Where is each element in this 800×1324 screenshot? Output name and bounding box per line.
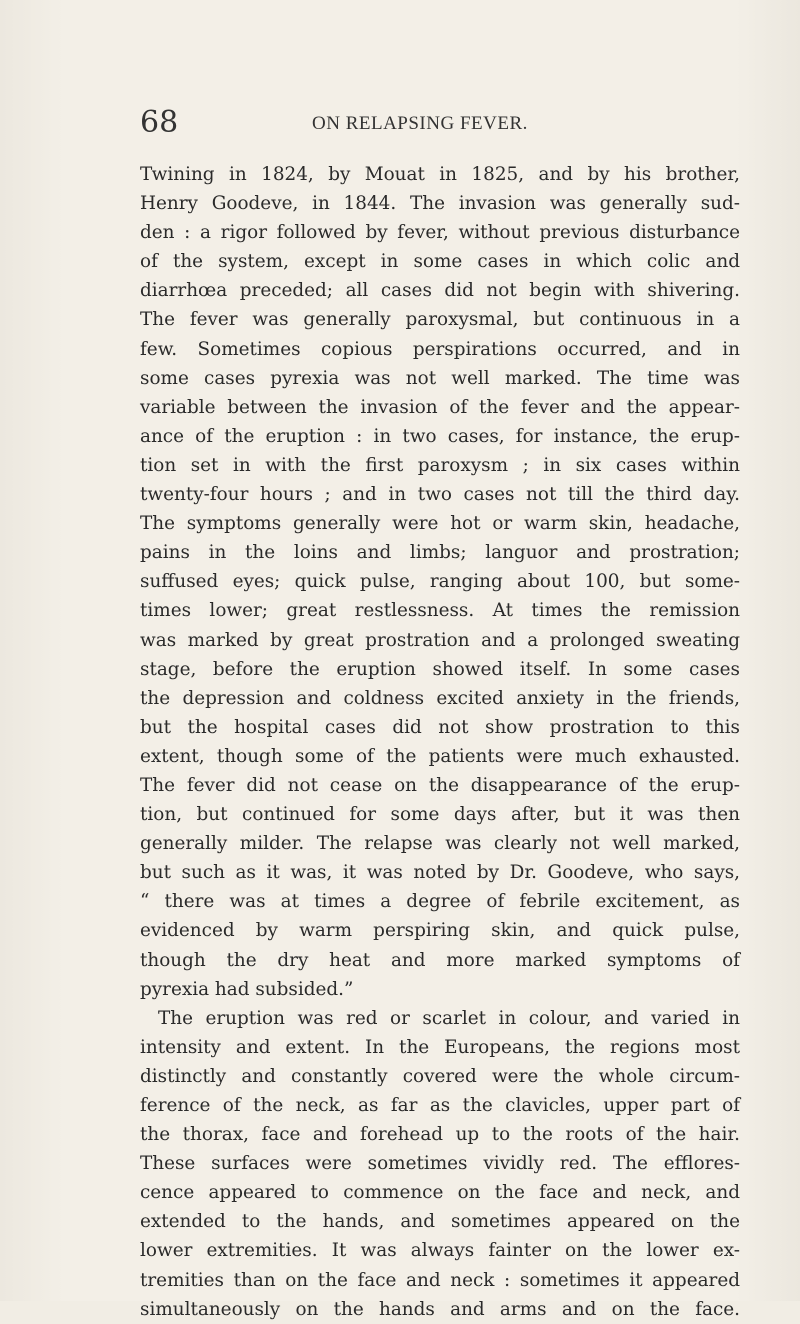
text-line: extended to the hands, and sometimes appeared on the [140,1211,740,1233]
running-title: ON RELAPSING FEVER. [312,113,528,134]
text-line: The symptoms generally were hot or warm skin, headache, [140,513,740,535]
text-line: The fever did not cease on the disappearance of the erup- [140,774,740,796]
text-line: Twining in 1824, by Mouat in 1825, and by his brother, [140,164,740,185]
page-number: 68 [140,105,179,140]
text-line: times lower; great restlessness. At times the remission [140,600,740,622]
text-line: some cases pyrexia was not well marked. The time was [140,367,740,389]
text-line: the thorax, face and forehead up to the roots of the hair. [140,1124,740,1146]
text-line: ance of the eruption : in two cases, for instance, the erup- [140,425,740,447]
text-line: “ there was at times a degree of febrile excitement, as [140,891,740,913]
text-line: of the system, except in some cases in which colic and [140,251,740,273]
text-line: ference of the neck, as far as the clavicles, upper part of [140,1095,740,1116]
text-line: The eruption was red or scarlet in colour, and varied in [158,1007,740,1029]
text-line: diarrhœa preceded; all cases did not begin with shivering. [140,280,740,302]
text-line: cence appeared to commence on the face and neck, and [140,1182,740,1204]
text-line: was marked by great prostration and a prolonged sweating [140,629,740,651]
text-line: den : a rigor followed by fever, without previous disturbance [140,222,740,244]
text-line: but the hospital cases did not show prostration to this [140,716,740,738]
text-line: though the dry heat and more marked symptoms of [140,949,740,971]
text-line: intensity and extent. In the Europeans, the regions most [140,1036,740,1058]
text-line: the depression and coldness excited anxiety in the friends, [140,687,740,709]
text-line: pyrexia had subsided.” [140,978,354,1000]
text-line: few. Sometimes copious perspirations occurred, and in [140,338,740,360]
text-line: tion set in with the first paroxysm ; in six cases within [140,454,740,476]
text-line: twenty-four hours ; and in two cases not till the third day. [140,484,740,506]
text-line: The fever was generally paroxysmal, but continuous in a [140,309,740,331]
text-line: simultaneously on the hands and arms and on the face. [140,1298,740,1320]
text-line: suffused eyes; quick pulse, ranging about 100, but some- [140,571,740,593]
text-line: generally milder. The relapse was clearly not well marked, [140,833,740,855]
text-line: variable between the invasion of the fever and the appear- [140,396,740,418]
page-header [140,105,740,145]
text-line: extent, though some of the patients were much exhausted. [140,745,740,767]
text-line: lower extremities. It was always fainter on the lower ex- [140,1240,740,1262]
text-line: distinctly and constantly covered were the whole circum- [140,1065,740,1087]
text-line: evidenced by warm perspiring skin, and quick pulse, [140,920,740,942]
text-line: Henry Goodeve, in 1844. The invasion was generally sud- [140,193,740,215]
text-line: These surfaces were sometimes vividly red. The efflores- [140,1153,740,1175]
body-text [140,160,740,1324]
text-line: stage, before the eruption showed itself. In some cases [140,658,740,680]
text-line: pains in the loins and limbs; languor and prostration; [140,542,740,564]
text-line: tremities than on the face and neck : sometimes it appeared [140,1269,740,1291]
text-line: but such as it was, it was noted by Dr. Goodeve, who says, [140,862,740,884]
text-line: tion, but continued for some days after, but it was then [140,804,740,826]
